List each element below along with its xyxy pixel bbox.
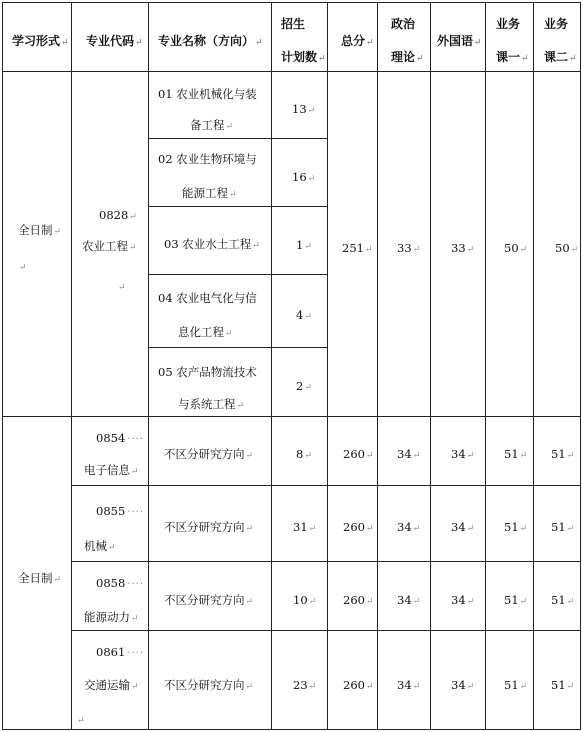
header-course1-line2: 课一↵ bbox=[496, 50, 529, 64]
header-major-name: 专业名称（方向）↵ bbox=[158, 34, 263, 48]
header-plan-line2: 计划数↵ bbox=[281, 50, 326, 64]
group2-row2-plan: 31↵ bbox=[293, 520, 317, 534]
group1-row3-name: 03 农业水土工程↵ bbox=[164, 237, 260, 251]
group1-row2-name-line1: 02 农业生物环境与 bbox=[158, 152, 257, 166]
group1-row5-name-line2: 与系统工程↵ bbox=[178, 397, 245, 411]
group2-row3-total: 260↵ bbox=[343, 593, 374, 607]
group1-row4-name-line2: 息化工程↵ bbox=[178, 325, 233, 339]
group1-study-mode-mark: ↵ bbox=[19, 263, 27, 273]
group2-row3-code: 0858 ···· bbox=[96, 576, 144, 590]
group2-row2-total: 260↵ bbox=[343, 520, 374, 534]
group1-study-mode: 全日制↵ bbox=[18, 223, 62, 237]
group1-row1-name-line1: 01 农业机械化与装 bbox=[158, 87, 257, 101]
group1-row4-name-line1: 04 农业电气化与信 bbox=[158, 291, 257, 305]
group2-row4-politics: 34↵ bbox=[397, 678, 421, 692]
group2-row3-course2: 51↵ bbox=[551, 593, 575, 607]
group1-major-code: 0828↵ bbox=[99, 208, 137, 222]
group1-course1: 50↵ bbox=[504, 241, 528, 255]
group1-row2-name-line2: 能源工程↵ bbox=[182, 186, 237, 200]
header-plan-line1: 招生 bbox=[281, 17, 306, 31]
group2-row2-politics: 34↵ bbox=[397, 520, 421, 534]
group1-course2: 50↵ bbox=[555, 241, 579, 255]
group2-row1-name: 不区分研究方向↵ bbox=[164, 447, 254, 461]
group2-row4-course1: 51↵ bbox=[504, 678, 528, 692]
header-politics-line2: 理论↵ bbox=[391, 50, 424, 64]
group2-row2-foreign: 34↵ bbox=[451, 520, 475, 534]
header-course2-line1: 业务 bbox=[544, 17, 569, 31]
header-politics-line1: 政治 bbox=[391, 17, 416, 31]
header-foreign: 外国语↵ bbox=[437, 34, 482, 48]
group2-row4-plan: 23↵ bbox=[293, 678, 317, 692]
group1-row5-plan: 2↵ bbox=[296, 379, 312, 393]
group2-study-mode: 全日制↵ bbox=[18, 571, 62, 585]
group2-row2-code: 0855 ···· bbox=[96, 504, 144, 518]
header-course2-line2: 课二↵ bbox=[544, 50, 577, 64]
group1-row1-name-line2: 备工程↵ bbox=[190, 118, 234, 132]
group2-row3-foreign: 34↵ bbox=[451, 593, 475, 607]
group2-row1-code-name: 电子信息↵ bbox=[84, 463, 139, 477]
group2-row3-code-name: 能源动力↵ bbox=[84, 610, 139, 624]
group2-row2-code-name: 机械↵ bbox=[84, 539, 116, 553]
group2-row4-total: 260↵ bbox=[343, 678, 374, 692]
group1-row4-plan: 4↵ bbox=[296, 308, 312, 322]
group2-row3-plan: 10↵ bbox=[293, 593, 317, 607]
group1-row1-plan: 13↵ bbox=[292, 102, 316, 116]
group2-row1-politics: 34↵ bbox=[397, 447, 421, 461]
group2-row4-code-name: 交通运输↵ bbox=[84, 678, 139, 692]
group2-row1-foreign: 34↵ bbox=[451, 447, 475, 461]
group2-row4-name: 不区分研究方向↵ bbox=[164, 678, 254, 692]
group2-row3-politics: 34↵ bbox=[397, 593, 421, 607]
group2-row2-name: 不区分研究方向↵ bbox=[164, 520, 254, 534]
group2-row3-course1: 51↵ bbox=[504, 593, 528, 607]
group2-row2-course2: 51↵ bbox=[551, 520, 575, 534]
group2-row1-course2: 51↵ bbox=[551, 447, 575, 461]
group2-row4-course2: 51↵ bbox=[551, 678, 575, 692]
group2-row1-total: 260↵ bbox=[343, 447, 374, 461]
group2-row4-code: 0861 ···· bbox=[96, 645, 144, 659]
group1-politics: 33↵ bbox=[397, 241, 421, 255]
group2-row4-code-mark: ↵ bbox=[77, 716, 85, 726]
header-study-mode: 学习形式↵ bbox=[12, 34, 69, 48]
group1-row2-plan: 16↵ bbox=[292, 170, 316, 184]
group2-row4-foreign: 34↵ bbox=[451, 678, 475, 692]
group1-foreign: 33↵ bbox=[451, 241, 475, 255]
group1-major-code-mark: ↵ bbox=[118, 283, 126, 293]
group1-row5-name-line1: 05 农产品物流技术 bbox=[158, 365, 257, 379]
header-major-code: 专业代码↵ bbox=[86, 34, 143, 48]
group1-major-code-name: 农业工程↵ bbox=[82, 239, 137, 253]
group2-row3-name: 不区分研究方向↵ bbox=[164, 593, 254, 607]
group2-row2-course1: 51↵ bbox=[504, 520, 528, 534]
group1-total: 251↵ bbox=[342, 241, 373, 255]
group2-row1-plan: 8↵ bbox=[296, 447, 312, 461]
group2-row1-code: 0854 ···· bbox=[96, 431, 144, 445]
group1-row3-plan: 1↵ bbox=[296, 238, 312, 252]
header-total: 总分↵ bbox=[341, 34, 374, 48]
header-course1-line1: 业务 bbox=[496, 17, 521, 31]
group2-row1-course1: 51↵ bbox=[504, 447, 528, 461]
